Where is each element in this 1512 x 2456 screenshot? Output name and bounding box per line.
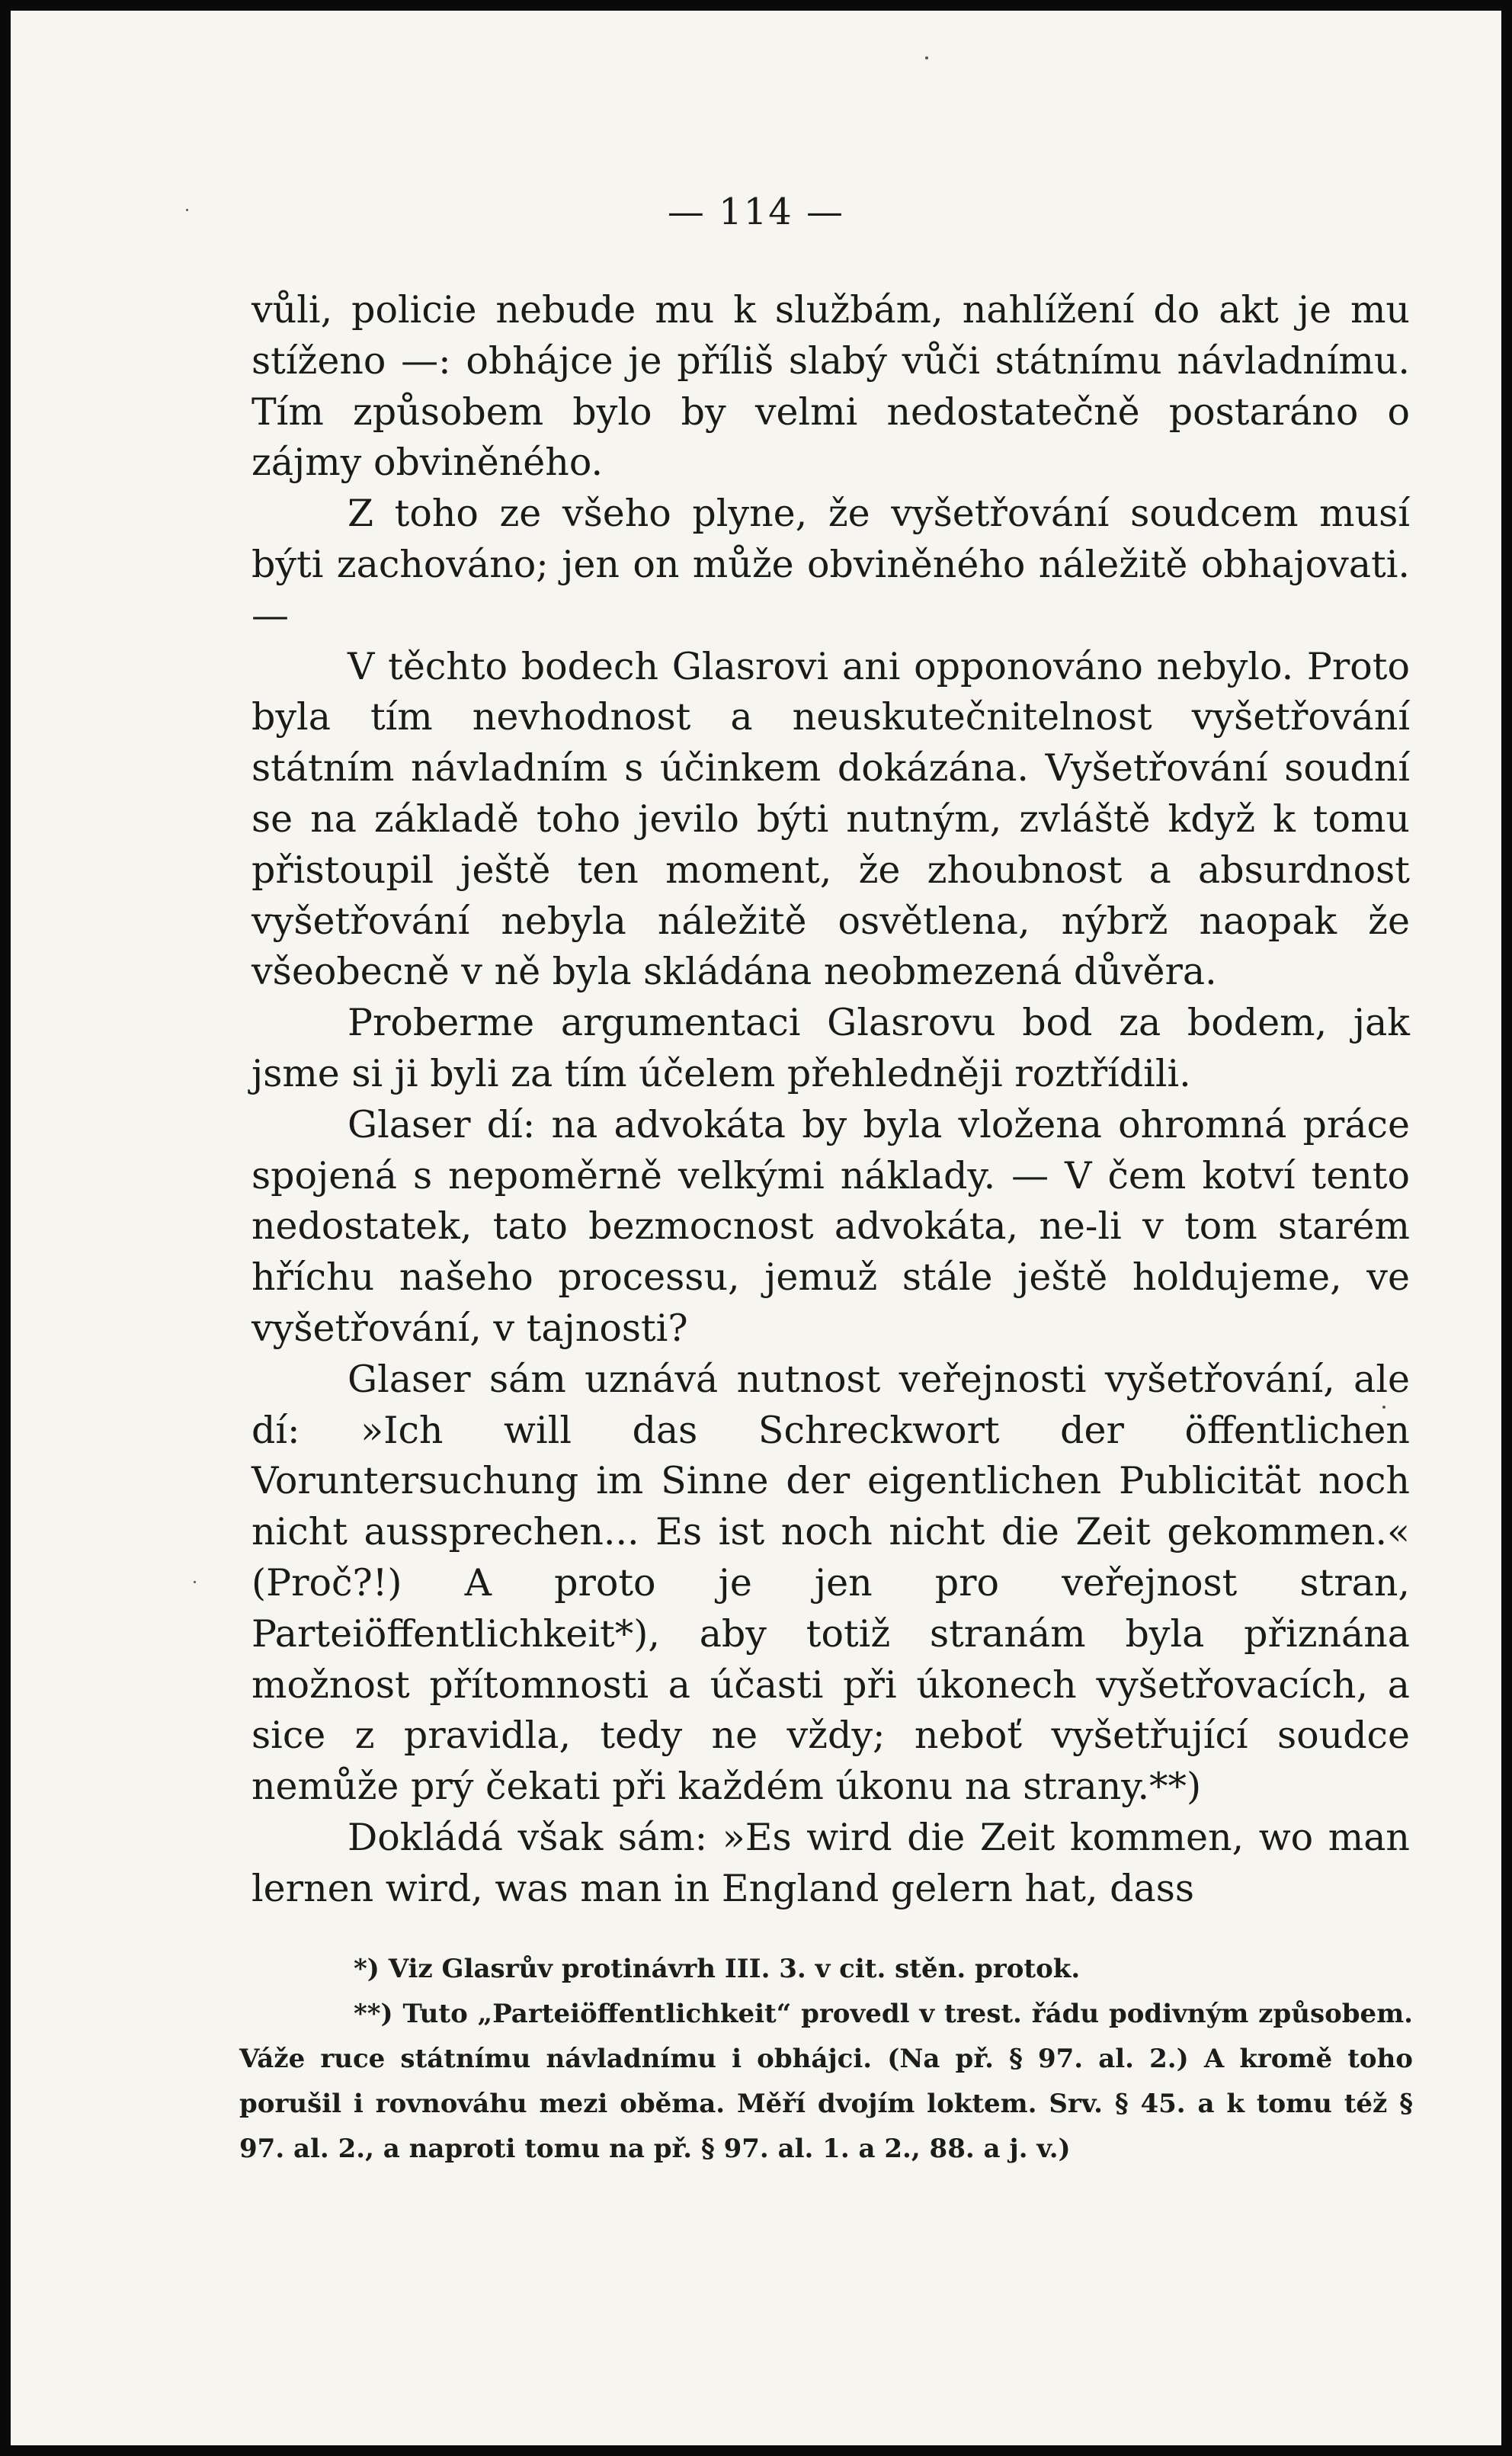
paragraph-1: vůli, policie nebude mu k službám, nahlížení do akt je mu stíženo —: obhájce je příliš slabý vůči státnímu návladnímu. Tím způsobem bylo by velmi nedostatečně postaráno o zájmy obviněného.	[251, 288, 1410, 485]
body-text	[251, 285, 1410, 1915]
paragraph-3: V těchto bodech Glasrovi ani opponováno nebylo. Proto byla tím nevhodnost a neuskutečnitelnost vyšetřování státním návladním s účinkem dokázána. Vyšetřování soudní se na základě toho jevilo býti nutným, zvláště když k tomu přistoupil ještě ten moment, že zhoubnost a absurdnost vyšetřování nebyla náležitě osvětlena, nýbrž naopak že všeobecně v ně byla skládána neobmezená důvěra.	[251, 644, 1410, 994]
paragraph-6: Glaser sám uznává nutnost veřejnosti vyšetřování, ale dí: »Ich will das Schreckwort der öffentlichen Voruntersuchung im Sinne der eigentlichen Publicität noch nicht aussprechen... Es ist noch nicht die Zeit gekommen.« (Proč?!) A proto je jen pro veřejnost stran, Parteiöffentlichkeit*), aby totiž stranám byla přiznána možnost přítomnosti a účasti při úkonech vyšetřovacích, a sice z pravidla, tedy ne vždy; neboť vyšetřující soudce nemůže prý čekati při každém úkonu na strany.**)	[251, 1357, 1410, 1809]
paragraph-5: Glaser dí: na advokáta by byla vložena ohromná práce spojená s nepoměrně velkými náklady. — V čem kotví tento nedostatek, tato bezmocnost advokáta, ne-li v tom starém hříchu našeho processu, jemuž stále ještě holdujeme, ve vyšetřování, v tajnosti?	[251, 1102, 1410, 1350]
paragraph-2: Z toho ze všeho plyne, že vyšetřování soudcem musí býti zachováno; jen on může obviněného náležitě obhajovati. —	[251, 492, 1410, 637]
page-number: — 114 —	[667, 191, 845, 233]
book-page	[11, 11, 1501, 2445]
scan-speck	[925, 56, 928, 59]
scan-speck	[1382, 1406, 1385, 1409]
paragraph-7: Dokládá však sám: »Es wird die Zeit kommen, wo man lernen wird, was man in England gelern hat, dass	[251, 1815, 1410, 1910]
paragraph-4: Proberme argumentaci Glasrovu bod za bodem, jak jsme si ji byli za tím účelem přehledněji roztřídili.	[251, 1001, 1410, 1095]
scan-speck	[186, 209, 188, 211]
footnote-1: *) Viz Glasrův protinávrh III. 3. v cit. stěn. protok.	[354, 1954, 1081, 1984]
footnote-2: **) Tuto „Parteiöffentlichkeit“ provedl v trest. řádu podivným způsobem. Váže ruce státnímu návladnímu i obhájci. (Na př. § 97. al. 2.) A kromě toho porušil i rovnováhu mezi oběma. Měří dvojím loktem. Srv. § 45. a k tomu též § 97. al. 2., a naproti tomu na př. § 97. al. 1. a 2., 88. a j. v.)	[239, 1999, 1413, 2164]
footnotes	[239, 1947, 1413, 2172]
scan-speck	[194, 1581, 196, 1583]
